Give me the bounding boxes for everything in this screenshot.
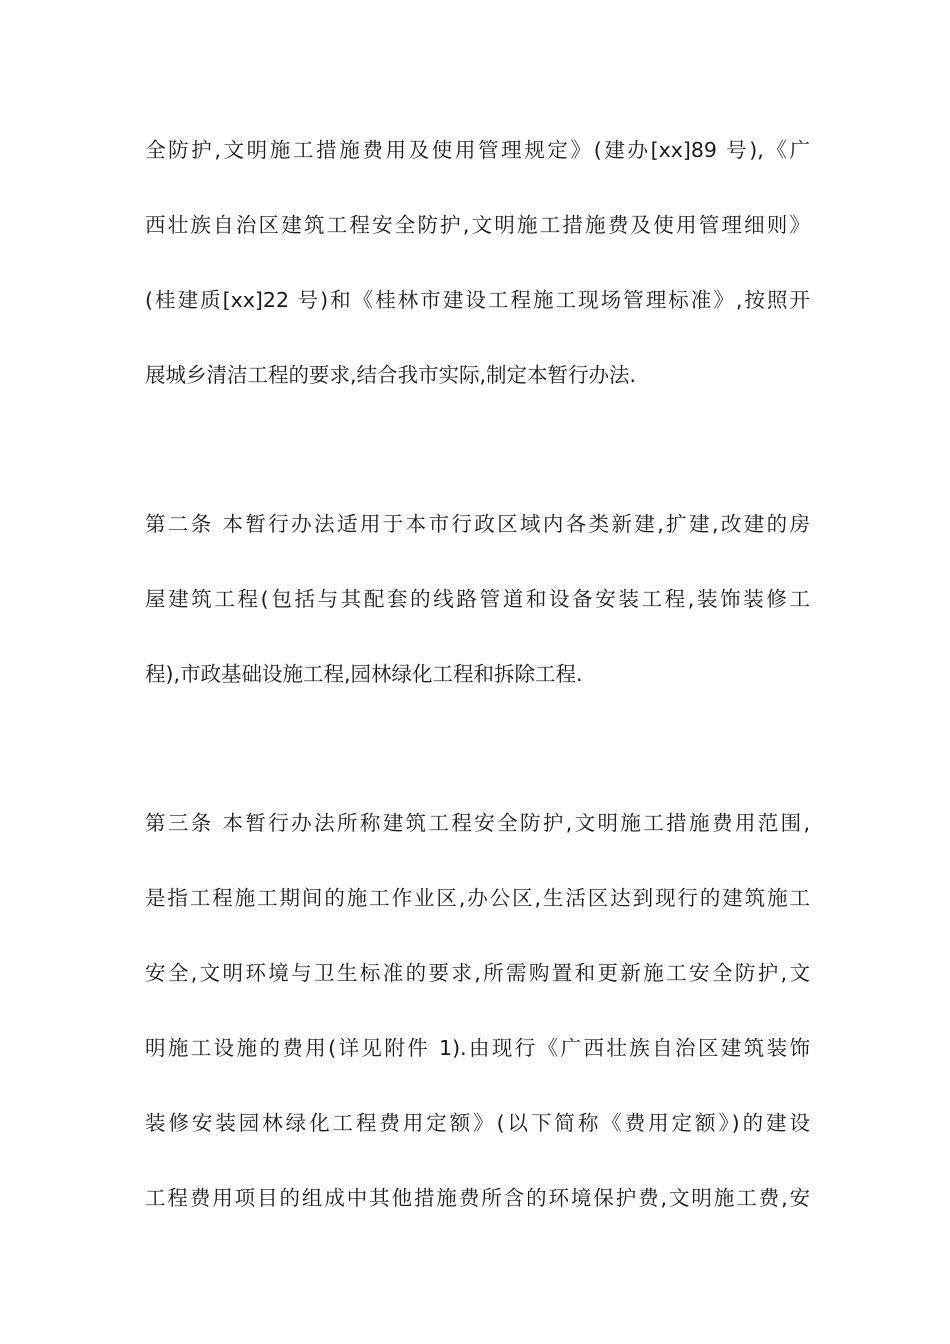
text-line: (桂建质[xx]22 号)和《桂林市建设工程施工现场管理标准》,按照开	[145, 288, 810, 312]
text-line: 安全,文明环境与卫生标准的要求,所需购置和更新施工安全防护,文	[145, 961, 810, 985]
text-line: 第三条 本暂行办法所称建筑工程安全防护,文明施工措施费用范围,	[145, 811, 810, 835]
text-line: 明施工设施的费用(详见附件 1).由现行《广西壮族自治区建筑装饰	[145, 1036, 810, 1060]
text-line: 第二条 本暂行办法适用于本市行政区域内各类新建,扩建,改建的房	[145, 512, 810, 536]
text-line: 屋建筑工程(包括与其配套的线路管道和设备安装工程,装饰装修工	[145, 587, 810, 611]
text-line: 装修安装园林绿化工程费用定额》(以下简称《费用定额》)的建设	[145, 1111, 810, 1135]
text-line: 西壮族自治区建筑工程安全防护,文明施工措施费及使用管理细则》	[145, 213, 810, 237]
text-line: 工程费用项目的组成中其他措施费所含的环境保护费,文明施工费,安	[145, 1186, 810, 1210]
text-line: 全防护,文明施工措施费用及使用管理规定》(建办[xx]89 号),《广	[145, 138, 810, 162]
text-line: 程),市政基础设施工程,园林绿化工程和拆除工程.	[145, 662, 583, 686]
text-line: 展城乡清洁工程的要求,结合我市实际,制定本暂行办法.	[145, 363, 637, 387]
text-line: 是指工程施工期间的施工作业区,办公区,生活区达到现行的建筑施工	[145, 886, 810, 910]
